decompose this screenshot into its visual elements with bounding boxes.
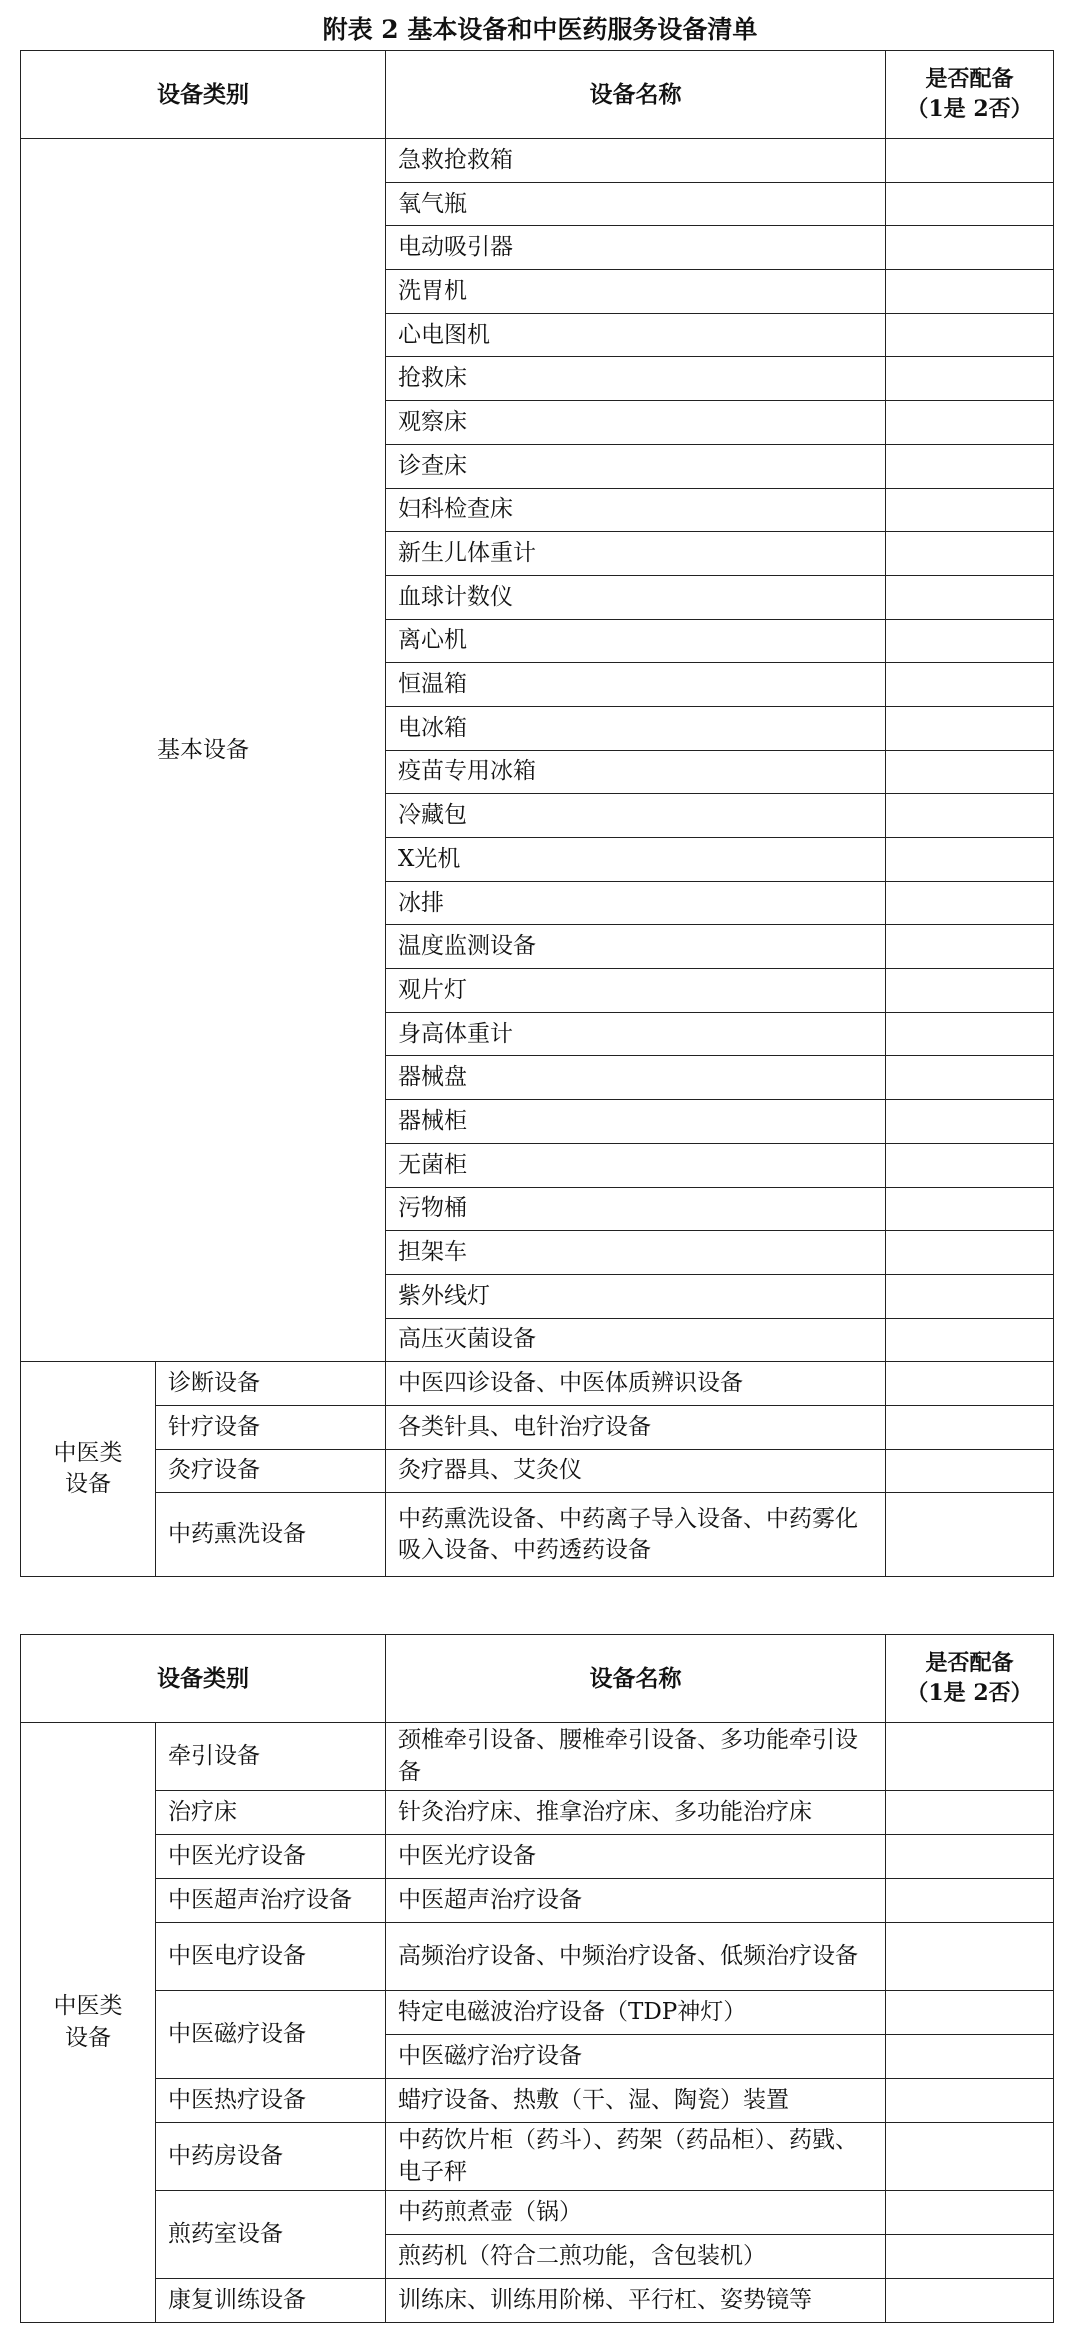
config-cell[interactable]	[886, 2235, 1054, 2279]
equipment-table-1	[20, 50, 1054, 1577]
equipment-name: 污物桶	[386, 1187, 886, 1231]
equipment-name: 蜡疗设备、热敷（干、湿、陶瓷）装置	[386, 2079, 886, 2123]
table-row	[21, 1991, 1054, 2035]
header-config	[886, 51, 1054, 139]
equipment-name: 中医光疗设备	[386, 1835, 886, 1879]
equipment-name: 洗胃机	[386, 270, 886, 314]
equipment-name: 无菌柜	[386, 1143, 886, 1187]
config-cell[interactable]	[886, 575, 1054, 619]
equipment-name: 中药熏洗设备、中药离子导入设备、中药雾化吸入设备、中药透药设备	[386, 1493, 886, 1577]
table-row	[21, 1835, 1054, 1879]
config-cell[interactable]	[886, 2279, 1054, 2323]
subcategory: 诊断设备	[156, 1362, 386, 1406]
config-cell[interactable]	[886, 2123, 1054, 2191]
equipment-name: 紫外线灯	[386, 1274, 886, 1318]
table-row	[21, 1879, 1054, 1923]
config-cell[interactable]	[886, 1835, 1054, 1879]
subcategory: 中药熏洗设备	[156, 1493, 386, 1577]
equipment-table-2	[20, 1634, 1054, 2323]
config-cell[interactable]	[886, 270, 1054, 314]
subcategory: 针疗设备	[156, 1405, 386, 1449]
config-cell[interactable]	[886, 1187, 1054, 1231]
config-cell[interactable]	[886, 2191, 1054, 2235]
table-header-row	[21, 1635, 1054, 1723]
header-name: 设备名称	[386, 1635, 886, 1723]
config-cell[interactable]	[886, 313, 1054, 357]
subcategory: 煎药室设备	[156, 2191, 386, 2279]
table-row	[21, 1449, 1054, 1493]
table-row	[21, 1923, 1054, 1991]
page-title: 附表 2 基本设备和中医药服务设备清单	[322, 15, 758, 44]
config-cell[interactable]	[886, 1405, 1054, 1449]
table-row	[21, 1493, 1054, 1577]
config-cell[interactable]	[886, 1143, 1054, 1187]
equipment-name: 新生儿体重计	[386, 532, 886, 576]
config-cell[interactable]	[886, 1923, 1054, 1991]
config-cell[interactable]	[886, 139, 1054, 183]
category-tcm-line1: 中医类	[53, 1440, 123, 1467]
config-cell[interactable]	[886, 1791, 1054, 1835]
config-cell[interactable]	[886, 1318, 1054, 1362]
equipment-name: 诊查床	[386, 444, 886, 488]
equipment-name: 血球计数仪	[386, 575, 886, 619]
config-cell[interactable]	[886, 1362, 1054, 1406]
category-tcm-line2: 设备	[65, 1471, 111, 1498]
equipment-name: 中医四诊设备、中医体质辨识设备	[386, 1362, 886, 1406]
equipment-name: 颈椎牵引设备、腰椎牵引设备、多功能牵引设备	[386, 1723, 886, 1791]
config-cell[interactable]	[886, 1723, 1054, 1791]
table-row	[21, 2123, 1054, 2191]
equipment-name: 担架车	[386, 1231, 886, 1275]
subcategory: 灸疗设备	[156, 1449, 386, 1493]
category-tcm-line1: 中医类	[53, 1993, 123, 2020]
subcategory: 中药房设备	[156, 2123, 386, 2191]
subcategory: 中医热疗设备	[156, 2079, 386, 2123]
table-row	[21, 1723, 1054, 1791]
equipment-name: 妇科检查床	[386, 488, 886, 532]
header-config	[886, 1635, 1054, 1723]
equipment-name: 观察床	[386, 401, 886, 445]
config-cell[interactable]	[886, 794, 1054, 838]
config-cell[interactable]	[886, 663, 1054, 707]
config-cell[interactable]	[886, 1100, 1054, 1144]
header-category: 设备类别	[21, 1635, 386, 1723]
equipment-name: 针灸治疗床、推拿治疗床、多功能治疗床	[386, 1791, 886, 1835]
equipment-name: 中医磁疗治疗设备	[386, 2035, 886, 2079]
equipment-name: 离心机	[386, 619, 886, 663]
subcategory: 康复训练设备	[156, 2279, 386, 2323]
config-cell[interactable]	[886, 1879, 1054, 1923]
config-cell[interactable]	[886, 969, 1054, 1013]
header-name: 设备名称	[386, 51, 886, 139]
equipment-name: 高频治疗设备、中频治疗设备、低频治疗设备	[386, 1923, 886, 1991]
equipment-name: 特定电磁波治疗设备（TDP神灯）	[386, 1991, 886, 2035]
config-cell[interactable]	[886, 357, 1054, 401]
equipment-name: 器械盘	[386, 1056, 886, 1100]
equipment-name: 恒温箱	[386, 663, 886, 707]
config-cell[interactable]	[886, 2035, 1054, 2079]
category-tcm-line2: 设备	[65, 2024, 111, 2051]
subcategory: 中医电疗设备	[156, 1923, 386, 1991]
config-cell[interactable]	[886, 881, 1054, 925]
config-cell[interactable]	[886, 182, 1054, 226]
category-basic: 基本设备	[21, 139, 386, 1362]
subcategory: 中医光疗设备	[156, 1835, 386, 1879]
equipment-name: 煎药机（符合二煎功能，含包装机）	[386, 2235, 886, 2279]
config-cell[interactable]	[886, 838, 1054, 882]
table-row	[21, 1362, 1054, 1406]
config-cell[interactable]	[886, 1012, 1054, 1056]
table-row	[21, 2191, 1054, 2235]
config-cell[interactable]	[886, 750, 1054, 794]
equipment-name: X光机	[386, 838, 886, 882]
config-cell[interactable]	[886, 706, 1054, 750]
config-cell[interactable]	[886, 2079, 1054, 2123]
config-cell[interactable]	[886, 925, 1054, 969]
equipment-name: 中药煎煮壶（锅）	[386, 2191, 886, 2235]
equipment-name: 灸疗器具、艾灸仪	[386, 1449, 886, 1493]
equipment-name: 抢救床	[386, 357, 886, 401]
header-config-line1: 是否配备	[925, 1649, 1014, 1676]
equipment-name: 温度监测设备	[386, 925, 886, 969]
table-row	[21, 1405, 1054, 1449]
config-cell[interactable]	[886, 444, 1054, 488]
subcategory: 治疗床	[156, 1791, 386, 1835]
equipment-name: 身高体重计	[386, 1012, 886, 1056]
equipment-name: 冷藏包	[386, 794, 886, 838]
table-row	[21, 2079, 1054, 2123]
table-header-row	[21, 51, 1054, 139]
config-cell[interactable]	[886, 488, 1054, 532]
config-cell[interactable]	[886, 1056, 1054, 1100]
subcategory: 中医磁疗设备	[156, 1991, 386, 2079]
subcategory: 中医超声治疗设备	[156, 1879, 386, 1923]
subcategory: 牵引设备	[156, 1723, 386, 1791]
config-cell[interactable]	[886, 1449, 1054, 1493]
table-row	[21, 139, 1054, 183]
equipment-name: 冰排	[386, 881, 886, 925]
config-cell[interactable]	[886, 532, 1054, 576]
header-config-line2: （1是 2否）	[906, 1679, 1033, 1706]
equipment-name: 氧气瓶	[386, 182, 886, 226]
equipment-name: 电冰箱	[386, 706, 886, 750]
table-row	[21, 2279, 1054, 2323]
header-config-line1: 是否配备	[925, 65, 1014, 92]
equipment-name: 高压灭菌设备	[386, 1318, 886, 1362]
equipment-name: 心电图机	[386, 313, 886, 357]
config-cell[interactable]	[886, 1231, 1054, 1275]
equipment-name: 中药饮片柜（药斗）、药架（药品柜）、药戥、电子秤	[386, 2123, 886, 2191]
header-category: 设备类别	[21, 51, 386, 139]
table-row	[21, 1791, 1054, 1835]
equipment-name: 疫苗专用冰箱	[386, 750, 886, 794]
category-tcm	[21, 1362, 156, 1577]
equipment-name: 各类针具、电针治疗设备	[386, 1405, 886, 1449]
config-cell[interactable]	[886, 1991, 1054, 2035]
equipment-name: 训练床、训练用阶梯、平行杠、姿势镜等	[386, 2279, 886, 2323]
config-cell[interactable]	[886, 619, 1054, 663]
config-cell[interactable]	[886, 1493, 1054, 1577]
equipment-name: 器械柜	[386, 1100, 886, 1144]
equipment-name: 电动吸引器	[386, 226, 886, 270]
equipment-name: 观片灯	[386, 969, 886, 1013]
equipment-name: 急救抢救箱	[386, 139, 886, 183]
config-cell[interactable]	[886, 1274, 1054, 1318]
config-cell[interactable]	[886, 401, 1054, 445]
header-config-line2: （1是 2否）	[906, 95, 1033, 122]
config-cell[interactable]	[886, 226, 1054, 270]
category-tcm	[21, 1723, 156, 2323]
equipment-name: 中医超声治疗设备	[386, 1879, 886, 1923]
